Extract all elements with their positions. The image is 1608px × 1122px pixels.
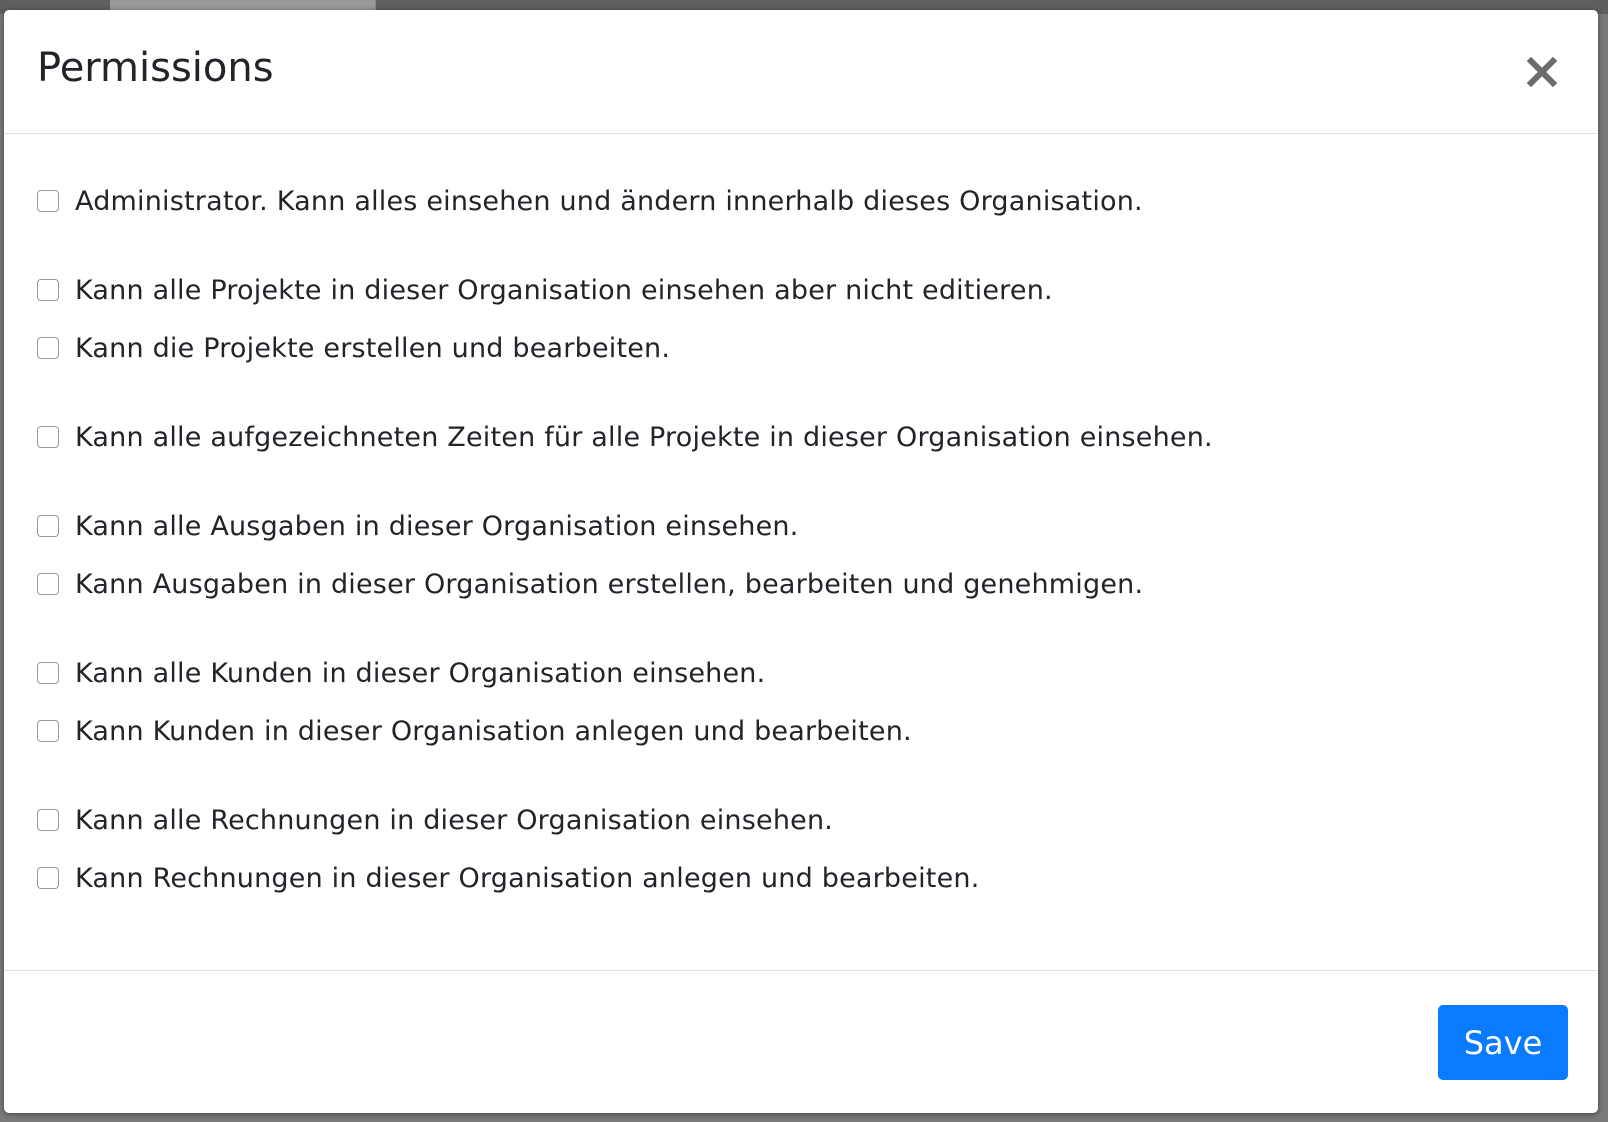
permission-row[interactable]: [37, 555, 1598, 613]
permission-row[interactable]: [37, 849, 1598, 907]
modal-footer: [4, 971, 1598, 1112]
permissions-modal: [4, 10, 1598, 1113]
modal-header: [4, 10, 1598, 134]
permission-group-expenses: [37, 497, 1598, 613]
permission-label: Kann Kunden in dieser Organisation anlegen und bearbeiten.: [75, 715, 912, 747]
permission-label: Kann alle Rechnungen in dieser Organisation einsehen.: [75, 804, 834, 836]
permission-row[interactable]: [37, 172, 1598, 230]
permission-label: Kann Rechnungen in dieser Organisation anlegen und bearbeiten.: [75, 862, 980, 894]
permission-checkbox[interactable]: [37, 337, 59, 359]
permission-label: Administrator. Kann alles einsehen und ändern innerhalb dieses Organisation.: [75, 185, 1143, 217]
modal-title: Permissions: [37, 45, 274, 91]
permission-label: Kann alle Ausgaben in dieser Organisation einsehen.: [75, 510, 799, 542]
permission-row[interactable]: [37, 702, 1598, 760]
permission-label: Kann alle Kunden in dieser Organisation einsehen.: [75, 657, 766, 689]
permission-row[interactable]: [37, 644, 1598, 702]
permission-group-admin: [37, 172, 1598, 230]
permission-label: Kann Ausgaben in dieser Organisation erstellen, bearbeiten und genehmigen.: [75, 568, 1144, 600]
permission-checkbox[interactable]: [37, 573, 59, 595]
permission-row[interactable]: [37, 319, 1598, 377]
close-icon: [1527, 57, 1557, 87]
permission-checkbox[interactable]: [37, 190, 59, 212]
permission-checkbox[interactable]: [37, 809, 59, 831]
permission-row[interactable]: [37, 261, 1598, 319]
close-button[interactable]: [1522, 52, 1562, 92]
permission-checkbox[interactable]: [37, 662, 59, 684]
permission-checkbox[interactable]: [37, 515, 59, 537]
permission-checkbox[interactable]: [37, 720, 59, 742]
permission-group-invoices: [37, 791, 1598, 907]
permission-row[interactable]: [37, 791, 1598, 849]
permission-checkbox[interactable]: [37, 279, 59, 301]
permission-group-clients: [37, 644, 1598, 760]
permission-group-times: [37, 408, 1598, 466]
permission-checkbox[interactable]: [37, 426, 59, 448]
save-button[interactable]: Save: [1438, 1005, 1568, 1080]
modal-body: [4, 134, 1598, 971]
permission-label: Kann alle Projekte in dieser Organisation einsehen aber nicht editieren.: [75, 274, 1053, 306]
permission-row[interactable]: [37, 408, 1598, 466]
permission-label: Kann die Projekte erstellen und bearbeiten.: [75, 332, 671, 364]
permission-checkbox[interactable]: [37, 867, 59, 889]
permission-label: Kann alle aufgezeichneten Zeiten für alle Projekte in dieser Organisation einsehen.: [75, 421, 1213, 453]
permission-row[interactable]: [37, 497, 1598, 555]
permission-group-projects: [37, 261, 1598, 377]
